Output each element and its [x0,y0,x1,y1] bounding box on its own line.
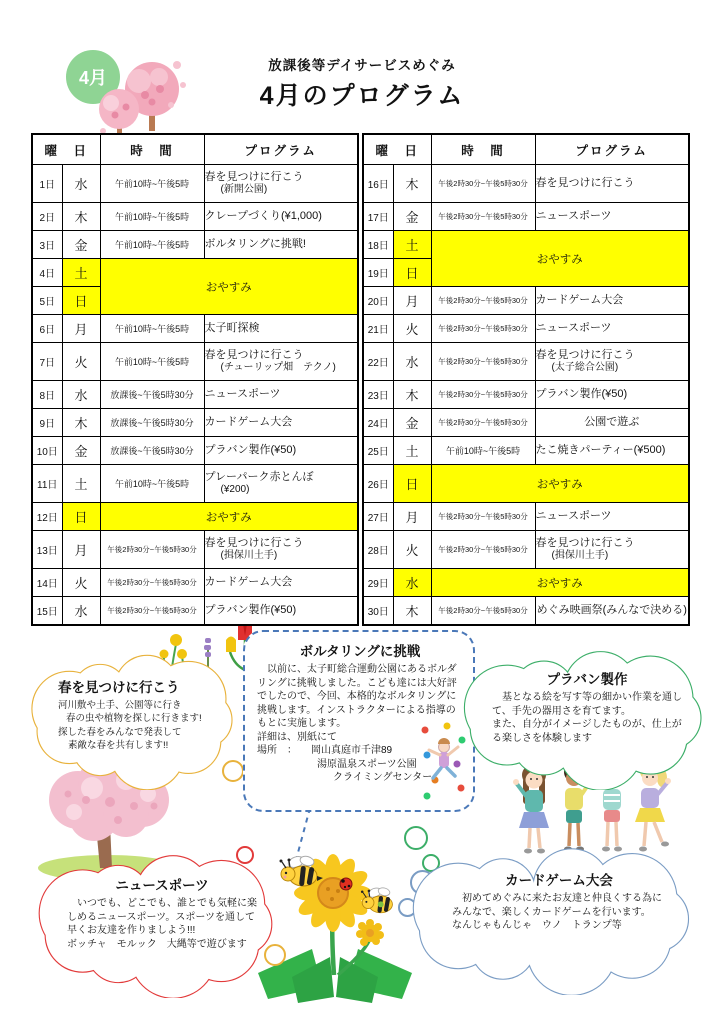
time-cell: 午前10時~午後5時 [100,343,204,381]
day-cell: 17日 [363,203,393,231]
program-cell: たこ焼きパーティー(¥500) [535,437,689,465]
weekday-cell: 木 [393,165,431,203]
day-cell: 21日 [363,315,393,343]
time-cell: 午後2時30分~午後5時30分 [431,531,535,569]
schedule-row [363,231,689,259]
puraban-bubble [460,646,712,790]
day-cell: 20日 [363,287,393,315]
schedule-row [363,315,689,343]
weekday-cell: 月 [393,503,431,531]
weekday-cell: 土 [393,231,431,259]
schedule-table-first-half [31,133,359,626]
cardgame-bubble-body2: なんじゃもんじゃ ウノ トランプ等 [452,920,622,931]
weekday-cell: 日 [393,259,431,287]
schedule-row [32,203,358,231]
day-cell: 23日 [363,381,393,409]
cardgame-bubble-body: 初めてめぐみに来たお友達と仲良くする為にみんなで、楽しくカードゲームを行います。 [452,893,662,918]
schedule-row [32,231,358,259]
day-cell: 29日 [363,569,393,597]
newsports-bubble-body2: ボッチャ モルック 大縄等で遊びます [67,938,247,950]
program-cell: プラバン製作(¥50) [204,437,358,465]
schedule-row [363,381,689,409]
schedule-row [363,503,689,531]
program-cell: 春を見つけに行こう (揖保川土手) [204,531,358,569]
day-cell: 22日 [363,343,393,381]
schedule-row [32,465,358,503]
day-cell: 11日 [32,465,62,503]
time-cell: 午前10時~午後5時 [100,231,204,259]
day-off-cell: おやすみ [431,231,689,287]
time-cell: 放課後~午後5時30分 [100,437,204,465]
time-cell: 午後2時30分~午後5時30分 [431,343,535,381]
schedule-row [363,531,689,569]
schedule-row [32,409,358,437]
cardgame-bubble-title: カードゲーム大会 [505,873,613,888]
day-cell: 26日 [363,465,393,503]
weekday-cell: 日 [393,465,431,503]
day-off-cell: おやすみ [100,503,358,531]
spring-bubble-line: 探した春をみんなで発表して [58,726,182,738]
day-cell: 5日 [32,287,62,315]
bouldering-place-center: クライミングセンター [333,772,433,783]
program-cell: 春を見つけに行こう (太子総合公園) [535,343,689,381]
day-cell: 18日 [363,231,393,259]
month-badge-label: 4月 [78,68,108,88]
schedule-row [32,343,358,381]
weekday-cell: 金 [393,409,431,437]
schedule-row [363,437,689,465]
weekday-cell: 水 [62,381,100,409]
day-cell: 10日 [32,437,62,465]
schedule-row [32,381,358,409]
time-cell: 放課後~午後5時30分 [100,381,204,409]
weekday-cell: 日 [62,503,100,531]
weekday-cell: 土 [62,259,100,287]
page-title: 4月のプログラム [259,82,465,110]
schedule-row [32,531,358,569]
time-cell: 午後2時30分~午後5時30分 [431,503,535,531]
program-cell: カードゲーム大会 [535,287,689,315]
time-cell: 午後2時30分~午後5時30分 [431,409,535,437]
program-cell: プレーパーク赤とんぼ (¥200) [204,465,358,503]
time-cell: 午後2時30分~午後5時30分 [100,531,204,569]
time-cell: 午前10時~午後5時 [100,315,204,343]
day-cell: 6日 [32,315,62,343]
weekday-cell: 木 [62,203,100,231]
spring-outing-bubble [28,650,242,790]
header-weekday: 曜 日 [32,134,100,165]
time-cell: 午前10時~午後5時 [100,165,204,203]
weekday-cell: 土 [393,437,431,465]
program-cell: ニュースポーツ [204,381,358,409]
day-cell: 4日 [32,259,62,287]
program-cell: ニュースポーツ [535,315,689,343]
weekday-cell: 木 [62,409,100,437]
weekday-cell: 月 [62,531,100,569]
day-cell: 8日 [32,381,62,409]
weekday-cell: 火 [62,569,100,597]
weekday-cell: 火 [62,343,100,381]
day-cell: 15日 [32,597,62,625]
spring-bubble-line: 素敵な春を共有します!! [68,739,169,751]
day-off-cell: おやすみ [431,569,689,597]
time-cell: 午前10時~午後5時 [100,203,204,231]
program-cell: クレープづくり(¥1,000) [204,203,358,231]
header-weekday: 曜 日 [363,134,431,165]
header-program: プログラム [535,134,689,165]
schedule-row [32,503,358,531]
bouldering-detail: 詳細は、別紙にて [257,731,337,743]
time-cell: 午後2時30分~午後5時30分 [431,315,535,343]
schedule-row [363,287,689,315]
day-cell: 25日 [363,437,393,465]
schedule-row [32,259,358,287]
time-cell: 午前10時~午後5時 [100,465,204,503]
weekday-cell: 水 [393,343,431,381]
spring-bubble-line: 春の虫や植物を探しに行きます! [66,713,202,725]
bouldering-bubble-title: ボルタリングに挑戦 [299,644,421,659]
newsports-bubble-body: いつでも、どこでも、誰とでも気軽に楽しめるニュースポーツ。スポーツを通して早くお友達を作りましよう!!! [67,898,257,936]
cardgame-bubble [408,843,700,995]
program-cell: ボルタリングに挑戦! [204,231,358,259]
spring-bubble-line: 河川敷や土手、公園等に行き [58,700,182,711]
schedule-row [32,597,358,625]
weekday-cell: 金 [62,437,100,465]
schedule-row [363,465,689,503]
program-cell: プラバン製作(¥50) [204,597,358,625]
day-cell: 13日 [32,531,62,569]
schedule-row [32,315,358,343]
day-cell: 12日 [32,503,62,531]
time-cell: 午後2時30分~午後5時30分 [100,597,204,625]
time-cell: 午後2時30分~午後5時30分 [431,597,535,625]
weekday-cell: 水 [62,597,100,625]
weekday-cell: 月 [393,287,431,315]
program-cell: めぐみ映画祭(みんなで決める) [535,597,689,625]
time-cell: 午後2時30分~午後5時30分 [431,203,535,231]
weekday-cell: 水 [62,165,100,203]
schedule-row [32,569,358,597]
april-badge-illustration [55,45,195,137]
program-cell: カードゲーム大会 [204,569,358,597]
schedule-row [32,165,358,203]
schedule-row [363,203,689,231]
time-cell: 午後2時30分~午後5時30分 [431,165,535,203]
schedule-tables [31,133,690,626]
program-cell: 春を見つけに行こう [535,165,689,203]
weekday-cell: 水 [393,569,431,597]
bee-icon [358,884,400,918]
program-cell: ニュースポーツ [535,203,689,231]
weekday-cell: 木 [393,597,431,625]
header-time: 時 間 [431,134,535,165]
program-cell: 太子町探検 [204,315,358,343]
header-time: 時 間 [100,134,204,165]
newsports-bubble [35,850,283,998]
day-cell: 30日 [363,597,393,625]
schedule-table-second-half [362,133,690,626]
bouldering-place-label: 場所 ： [257,745,297,756]
header-program: プログラム [204,134,358,165]
weekday-cell: 金 [62,231,100,259]
day-cell: 1日 [32,165,62,203]
schedule-row [363,597,689,625]
day-cell: 14日 [32,569,62,597]
weekday-cell: 火 [393,531,431,569]
day-cell: 7日 [32,343,62,381]
time-cell: 午前10時~午後5時 [431,437,535,465]
organization-name: 放課後等デイサービスめぐみ [268,58,456,73]
weekday-cell: 火 [393,315,431,343]
schedule-row [363,165,689,203]
program-cell: 公園で遊ぶ [535,409,689,437]
day-off-cell: おやすみ [100,259,358,315]
program-cell: 春を見つけに行こう (チューリップ畑 テクノ) [204,343,358,381]
newsports-bubble-title: ニュースポーツ [115,878,209,893]
spring-bubble-title: 春を見つけに行こう [58,680,180,695]
day-cell: 19日 [363,259,393,287]
weekday-cell: 木 [393,381,431,409]
schedule-row [363,409,689,437]
table-header-row [32,134,358,165]
bee-icon [276,852,326,892]
program-cell: 春を見つけに行こう (新開公園) [204,165,358,203]
weekday-cell: 土 [62,465,100,503]
table-header-row [363,134,689,165]
day-cell: 3日 [32,231,62,259]
time-cell: 午後2時30分~午後5時30分 [431,381,535,409]
weekday-cell: 日 [62,287,100,315]
weekday-cell: 金 [393,203,431,231]
day-cell: 28日 [363,531,393,569]
program-cell: 春を見つけに行こう (揖保川土手) [535,531,689,569]
time-cell: 午後2時30分~午後5時30分 [431,287,535,315]
bouldering-place-park: 湯原温泉スポーツ公園 [317,758,417,770]
schedule-row [32,437,358,465]
program-cell: カードゲーム大会 [204,409,358,437]
schedule-row [363,569,689,597]
time-cell: 午後2時30分~午後5時30分 [100,569,204,597]
day-off-cell: おやすみ [431,465,689,503]
program-cell: プラバン製作(¥50) [535,381,689,409]
program-cell: ニュースポーツ [535,503,689,531]
day-cell: 24日 [363,409,393,437]
day-cell: 27日 [363,503,393,531]
weekday-cell: 月 [62,315,100,343]
time-cell: 放課後~午後5時30分 [100,409,204,437]
puraban-bubble-body2: また、自分がイメージしたものが、仕上がる楽しさを体験します [492,719,682,744]
day-cell: 9日 [32,409,62,437]
day-cell: 16日 [363,165,393,203]
puraban-bubble-title: プラバン製作 [546,672,628,687]
puraban-bubble-body: 基となる絵を写す等の細かい作業を通して、手先の器用さを育てます。 [492,692,682,717]
schedule-row [363,343,689,381]
bouldering-bubble [243,630,475,812]
bouldering-bubble-body: 以前に、太子町総合運動公園にあるボルダリングに挑戦しました。こども達には大好評でしたので、今回、本格的なボルタリングに挑戦します。インストラクターによる指導のもとに実施します。 [257,664,457,729]
day-cell: 2日 [32,203,62,231]
bouldering-place-address: 岡山真庭市千津89 [311,745,393,756]
